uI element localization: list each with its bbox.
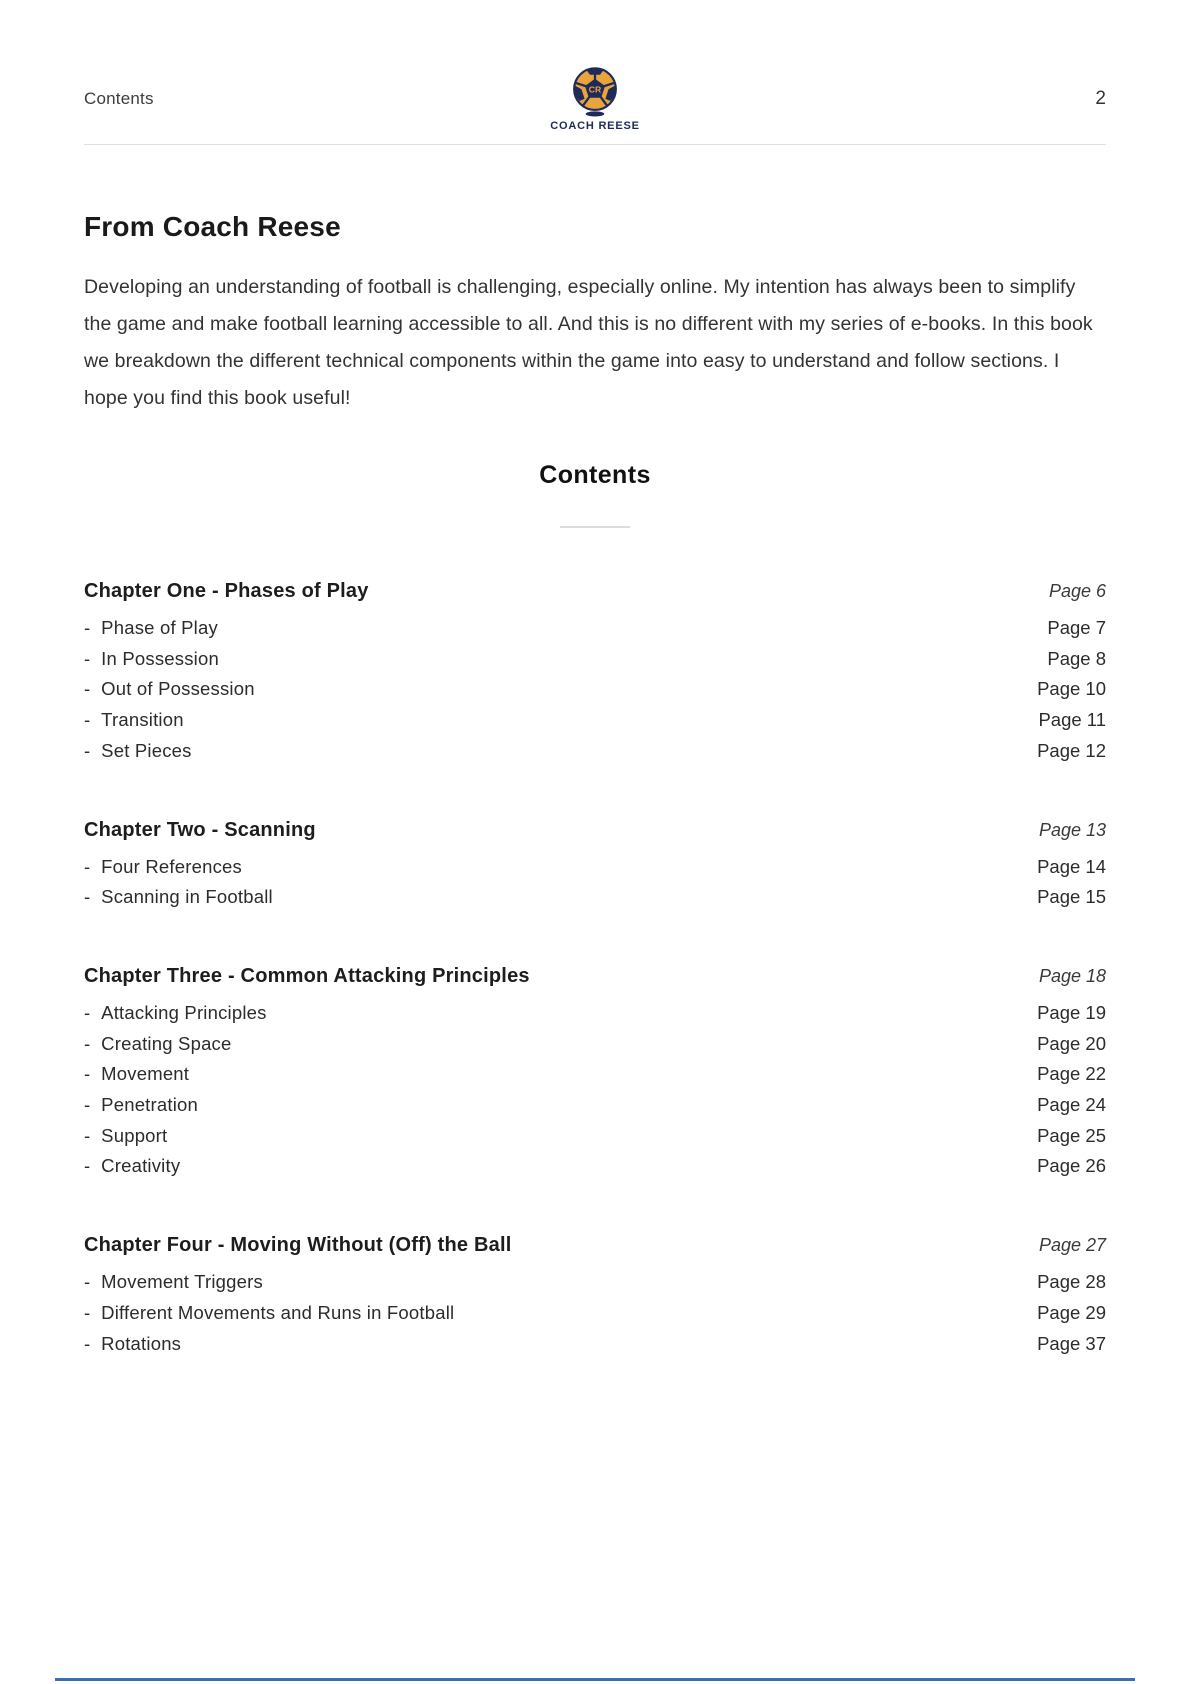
toc-chapter xyxy=(84,965,1106,1182)
header-section-label: Contents xyxy=(84,89,154,108)
toc-item-label: Phase of Play xyxy=(101,617,218,638)
toc-item-row xyxy=(84,1329,1106,1360)
chapter-title: Chapter Three - Common Attacking Principles xyxy=(84,964,530,987)
toc-item-page-number: Page 28 xyxy=(1037,1271,1106,1293)
dash-bullet: - xyxy=(84,886,91,908)
toc-chapters xyxy=(84,580,1106,1359)
toc-item-row xyxy=(84,998,1106,1029)
dash-bullet: - xyxy=(84,1155,91,1177)
toc-item-row xyxy=(84,1121,1106,1152)
toc-item-row xyxy=(84,1059,1106,1090)
soccer-ball-logo-icon xyxy=(572,66,618,118)
dash-bullet: - xyxy=(84,855,91,877)
toc-item-row xyxy=(84,1267,1106,1298)
dash-bullet: - xyxy=(84,709,91,731)
toc-item-page-number: Page 7 xyxy=(1047,617,1106,638)
toc-item-page-number: Page 29 xyxy=(1037,1301,1106,1323)
toc-chapter xyxy=(84,819,1106,913)
footer-rule xyxy=(55,1678,1135,1681)
toc-item-left xyxy=(84,852,242,883)
chapter-title: Chapter One - Phases of Play xyxy=(84,580,369,602)
toc-item-label: Attacking Principles xyxy=(101,1001,267,1023)
toc-item-left xyxy=(84,736,192,767)
chapter-heading-row xyxy=(84,965,1106,988)
dash-bullet: - xyxy=(84,617,91,638)
chapter-page-number: Page 6 xyxy=(1048,581,1106,601)
toc-item-left xyxy=(84,1029,232,1060)
toc-item-page-number: Page 37 xyxy=(1037,1332,1106,1354)
chapter-items xyxy=(84,1267,1106,1359)
chapter-title: Chapter Two - Scanning xyxy=(84,818,316,841)
toc-item-row xyxy=(84,613,1106,644)
chapter-items xyxy=(84,852,1106,913)
toc-item-row xyxy=(84,1298,1106,1329)
toc-item-label: Movement xyxy=(101,1063,190,1085)
toc-item-label: Support xyxy=(101,1124,168,1146)
dash-bullet: - xyxy=(84,1124,91,1146)
toc-item-left xyxy=(84,1121,167,1152)
toc-item-label: Four References xyxy=(101,855,242,877)
toc-item-label: Transition xyxy=(101,709,184,731)
dash-bullet: - xyxy=(84,1301,91,1323)
toc-item-row xyxy=(84,852,1106,883)
toc-item-page-number: Page 19 xyxy=(1037,1001,1106,1023)
toc-item-label: Scanning in Football xyxy=(101,886,273,908)
chapter-items xyxy=(84,613,1106,767)
toc-divider xyxy=(560,526,630,528)
toc-item-row xyxy=(84,1090,1106,1121)
toc-item-label: Different Movements and Runs in Football xyxy=(101,1301,455,1323)
toc-item-label: Creativity xyxy=(101,1155,181,1177)
toc-item-left xyxy=(84,998,267,1029)
toc-item-page-number: Page 20 xyxy=(1037,1032,1106,1054)
toc-item-left xyxy=(84,1329,181,1360)
toc-item-page-number: Page 25 xyxy=(1037,1124,1106,1146)
toc-item-left xyxy=(84,613,218,644)
chapter-items xyxy=(84,998,1106,1182)
toc-item-page-number: Page 22 xyxy=(1037,1063,1106,1085)
chapter-page-number: Page 27 xyxy=(1038,1235,1106,1256)
intro-title: From Coach Reese xyxy=(84,211,341,242)
dash-bullet: - xyxy=(84,739,91,761)
toc-item-row xyxy=(84,1151,1106,1182)
toc-item-row xyxy=(84,882,1106,913)
toc-chapter xyxy=(84,580,1106,767)
toc-item-label: Out of Possession xyxy=(101,678,255,700)
toc-item-left xyxy=(84,674,255,705)
toc-item-left xyxy=(84,1090,198,1121)
toc-item-left xyxy=(84,1267,263,1298)
toc-item-left xyxy=(84,1059,189,1090)
logo-initials: CR xyxy=(588,84,602,95)
toc-item-row xyxy=(84,674,1106,705)
toc-title: Contents xyxy=(539,461,651,489)
dash-bullet: - xyxy=(84,1032,91,1054)
toc-item-row xyxy=(84,644,1106,675)
dash-bullet: - xyxy=(84,678,91,700)
toc-item-page-number: Page 10 xyxy=(1037,678,1106,700)
toc-item-left xyxy=(84,644,219,675)
page-header xyxy=(84,0,1106,145)
coach-reese-logo xyxy=(550,66,639,132)
toc-item-label: In Possession xyxy=(101,647,219,669)
intro-paragraph: Developing an understanding of football is challenging, especially online. My intention has always been to simplify the game and make football learning accessible to all. And this is no different with my series of e-books. In this book we breakdown the different technical components within the game into easy to understand and follow sections. I hope you find this book useful! xyxy=(84,276,1093,409)
dash-bullet: - xyxy=(84,1271,91,1293)
toc-item-label: Movement Triggers xyxy=(101,1271,263,1293)
toc-item-row xyxy=(84,1029,1106,1060)
toc-item-row xyxy=(84,736,1106,767)
chapter-page-number: Page 18 xyxy=(1038,965,1106,986)
header-page-number: 2 xyxy=(1095,88,1106,109)
dash-bullet: - xyxy=(84,1001,91,1023)
toc-chapter xyxy=(84,1234,1106,1359)
toc-item-left xyxy=(84,1151,180,1182)
toc-item-row xyxy=(84,705,1106,736)
toc-item-left xyxy=(84,1298,454,1329)
page-body xyxy=(84,211,1106,1359)
toc-item-left xyxy=(84,882,273,913)
toc-item-label: Penetration xyxy=(101,1094,198,1116)
toc-item-page-number: Page 12 xyxy=(1037,739,1106,761)
toc-item-left xyxy=(84,705,184,736)
toc-item-label: Set Pieces xyxy=(101,739,192,761)
toc-item-page-number: Page 15 xyxy=(1037,886,1106,908)
toc-item-page-number: Page 8 xyxy=(1047,647,1106,669)
dash-bullet: - xyxy=(84,1063,91,1085)
chapter-heading-row xyxy=(84,819,1106,842)
dash-bullet: - xyxy=(84,647,91,669)
dash-bullet: - xyxy=(84,1332,91,1354)
toc-item-label: Creating Space xyxy=(101,1032,232,1054)
toc-item-page-number: Page 14 xyxy=(1037,855,1106,877)
chapter-title: Chapter Four - Moving Without (Off) the Ball xyxy=(84,1234,512,1257)
toc-item-page-number: Page 26 xyxy=(1037,1155,1106,1177)
toc-item-label: Rotations xyxy=(101,1332,182,1354)
dash-bullet: - xyxy=(84,1094,91,1116)
logo-brand-text: COACH REESE xyxy=(550,120,640,132)
chapter-page-number: Page 13 xyxy=(1038,819,1106,840)
toc-item-page-number: Page 11 xyxy=(1038,709,1106,731)
chapter-heading-row xyxy=(84,580,1106,603)
toc-item-page-number: Page 24 xyxy=(1037,1094,1106,1116)
chapter-heading-row xyxy=(84,1234,1106,1257)
